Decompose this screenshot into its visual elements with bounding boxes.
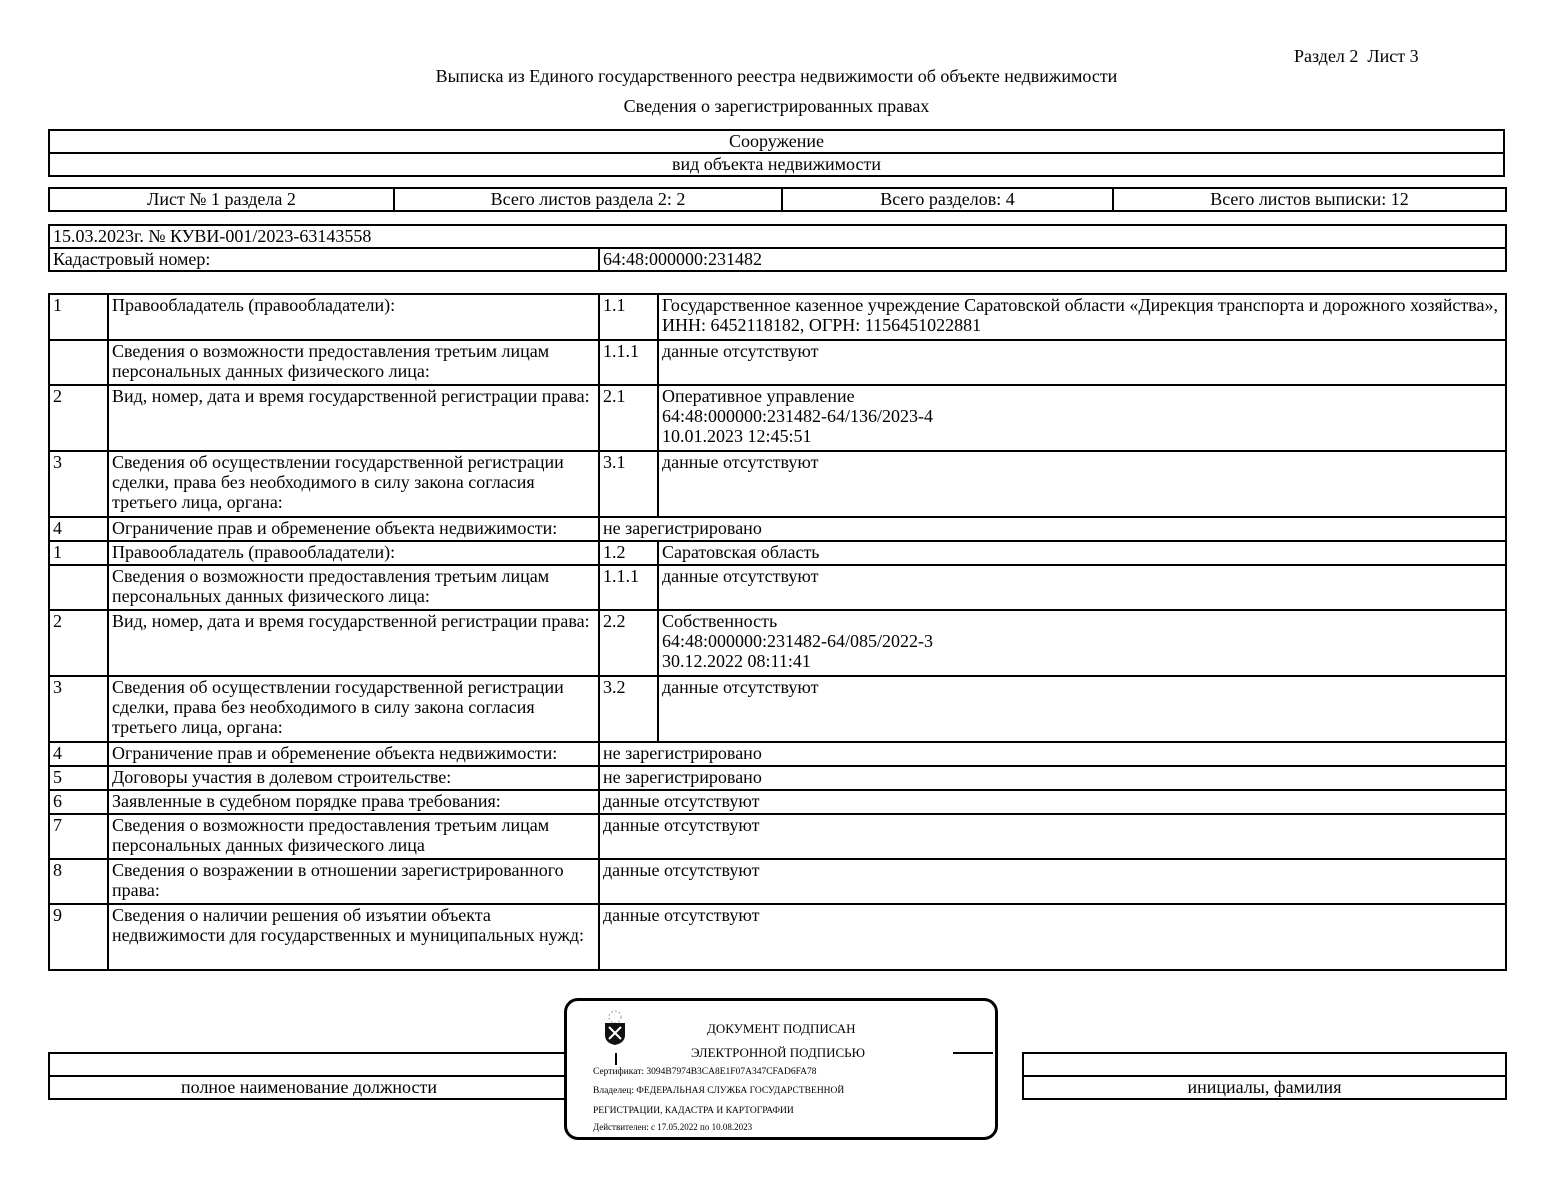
row-value: данные отсутствуют: [658, 451, 1506, 517]
row-number: 1: [49, 541, 108, 565]
row-number: [49, 340, 108, 385]
row-number: 9: [49, 904, 108, 970]
table-row: [49, 859, 1506, 904]
registration-number: 64:48:000000:231482-64/085/2022-3: [662, 631, 933, 651]
row-code: 1.2: [599, 541, 658, 565]
row-number: 4: [49, 517, 108, 541]
table-row: [49, 790, 1506, 814]
request-date-number: 15.03.2023г. № КУВИ-001/2023-63143558: [49, 225, 1506, 248]
row-code: 2.1: [599, 385, 658, 451]
sheets-info-table: [48, 187, 1507, 212]
stamp-owner-line1: Владелец: ФЕДЕРАЛЬНАЯ СЛУЖБА ГОСУДАРСТВЕННОЙ: [593, 1086, 845, 1096]
row-label: Вид, номер, дата и время государственной регистрации права:: [108, 610, 599, 676]
name-caption: инициалы, фамилия: [1023, 1076, 1506, 1099]
registration-number: 64:48:000000:231482-64/136/2023-4: [662, 406, 933, 426]
row-code: 1.1.1: [599, 340, 658, 385]
table-row: [49, 340, 1506, 385]
row-label: Сведения о возможности предоставления третьим лицам персональных данных физического лица:: [108, 565, 599, 610]
right-type: Оперативное управление: [662, 386, 855, 406]
row-value: данные отсутствуют: [599, 859, 1506, 904]
row-label: Вид, номер, дата и время государственной регистрации права:: [108, 385, 599, 451]
rights-table: [48, 293, 1507, 971]
table-row: [49, 565, 1506, 610]
sheet-number: Лист № 1 раздела 2: [49, 188, 394, 211]
table-row: [49, 294, 1506, 340]
table-row: [49, 385, 1506, 451]
row-label: Сведения о возможности предоставления третьим лицам персональных данных физического лица:: [108, 340, 599, 385]
document-subtitle: Сведения о зарегистрированных правах: [623, 96, 930, 116]
row-value: не зарегистрировано: [599, 742, 1506, 766]
right-type: Собственность: [662, 611, 778, 631]
row-number: 5: [49, 766, 108, 790]
name-field: [1023, 1053, 1506, 1076]
table-row: [49, 766, 1506, 790]
row-value: данные отсутствуют: [599, 904, 1506, 970]
position-caption: полное наименование должности: [49, 1076, 569, 1099]
row-label: Заявленные в судебном порядке права требования:: [108, 790, 599, 814]
request-table: [48, 224, 1507, 272]
row-label: Договоры участия в долевом строительстве:: [108, 766, 599, 790]
row-value: [658, 610, 1506, 676]
table-row: [49, 451, 1506, 517]
object-type: Сооружение: [49, 130, 1504, 153]
document-title: Выписка из Единого государственного реестра недвижимости об объекте недвижимости: [435, 66, 1118, 86]
row-value: [658, 385, 1506, 451]
row-code: 3.1: [599, 451, 658, 517]
row-code: 3.2: [599, 676, 658, 742]
row-number: 6: [49, 790, 108, 814]
row-number: 3: [49, 676, 108, 742]
row-label: Ограничение прав и обременение объекта недвижимости:: [108, 517, 599, 541]
row-value: не зарегистрировано: [599, 517, 1506, 541]
row-number: 7: [49, 814, 108, 859]
electronic-signature-stamp: [564, 998, 998, 1140]
row-number: 8: [49, 859, 108, 904]
row-number: 2: [49, 610, 108, 676]
registration-datetime: 30.12.2022 08:11:41: [662, 651, 811, 671]
table-row: [49, 610, 1506, 676]
total-extract-sheets: Всего листов выписки: 12: [1113, 188, 1506, 211]
row-number: 3: [49, 451, 108, 517]
row-number: 4: [49, 742, 108, 766]
row-number: [49, 565, 108, 610]
row-value: данные отсутствуют: [599, 814, 1506, 859]
row-value: Государственное казенное учреждение Саратовской области «Дирекция транспорта и дорожного хозяйства», ИНН: 6452118182, ОГРН: 1156451022881: [658, 294, 1506, 340]
table-row: [49, 676, 1506, 742]
total-section-sheets: Всего листов раздела 2: 2: [394, 188, 782, 211]
row-value: данные отсутствуют: [658, 676, 1506, 742]
section-sheet-label: Раздел 2 Лист 3: [1294, 46, 1419, 66]
stamp-validity: Действителен: с 17.05.2022 по 10.08.2023: [593, 1122, 753, 1132]
row-label: Правообладатель (правообладатели):: [108, 541, 599, 565]
table-row: [49, 904, 1506, 970]
cadastral-value: 64:48:000000:231482: [599, 248, 1506, 271]
row-label: Сведения об осуществлении государственной регистрации сделки, права без необходимого в силу закона согласия третьего лица, органа:: [108, 676, 599, 742]
row-label: Сведения об осуществлении государственной регистрации сделки, права без необходимого в силу закона согласия третьего лица, органа:: [108, 451, 599, 517]
row-code: 2.2: [599, 610, 658, 676]
stamp-owner-line2: РЕГИСТРАЦИИ, КАДАСТРА И КАРТОГРАФИИ: [593, 1106, 794, 1116]
table-row: [49, 814, 1506, 859]
stamp-tick: [615, 1053, 617, 1065]
row-label: Правообладатель (правообладатели):: [108, 294, 599, 340]
stamp-rule: [953, 1052, 993, 1054]
stamp-certificate: Сертификат: 3094B7974B3CA8E1F07A347CFAD6FA78: [593, 1067, 817, 1077]
row-label: Сведения о наличии решения об изъятии объекта недвижимости для государственных и муниципальных нужд:: [108, 904, 599, 970]
object-type-table: [48, 129, 1505, 177]
coat-of-arms-icon: [595, 1009, 635, 1049]
stamp-title-line2: ЭЛЕКТРОННОЙ ПОДПИСЬЮ: [691, 1045, 865, 1060]
stamp-title-line1: ДОКУМЕНТ ПОДПИСАН: [707, 1021, 856, 1036]
table-row: [49, 541, 1506, 565]
position-field: [49, 1053, 569, 1076]
object-type-caption: вид объекта недвижимости: [49, 153, 1504, 176]
row-label: Ограничение прав и обременение объекта недвижимости:: [108, 742, 599, 766]
total-sections: Всего разделов: 4: [782, 188, 1113, 211]
row-value: данные отсутствуют: [658, 565, 1506, 610]
row-value: данные отсутствуют: [599, 790, 1506, 814]
row-value: данные отсутствуют: [658, 340, 1506, 385]
row-value: не зарегистрировано: [599, 766, 1506, 790]
registration-datetime: 10.01.2023 12:45:51: [662, 426, 812, 446]
row-label: Сведения о возможности предоставления третьим лицам персональных данных физического лица: [108, 814, 599, 859]
row-value: Саратовская область: [658, 541, 1506, 565]
table-row: [49, 517, 1506, 541]
table-row: [49, 742, 1506, 766]
row-number: 1: [49, 294, 108, 340]
cadastral-label: Кадастровый номер:: [49, 248, 599, 271]
row-code: 1.1.1: [599, 565, 658, 610]
row-code: 1.1: [599, 294, 658, 340]
row-label: Сведения о возражении в отношении зарегистрированного права:: [108, 859, 599, 904]
row-number: 2: [49, 385, 108, 451]
